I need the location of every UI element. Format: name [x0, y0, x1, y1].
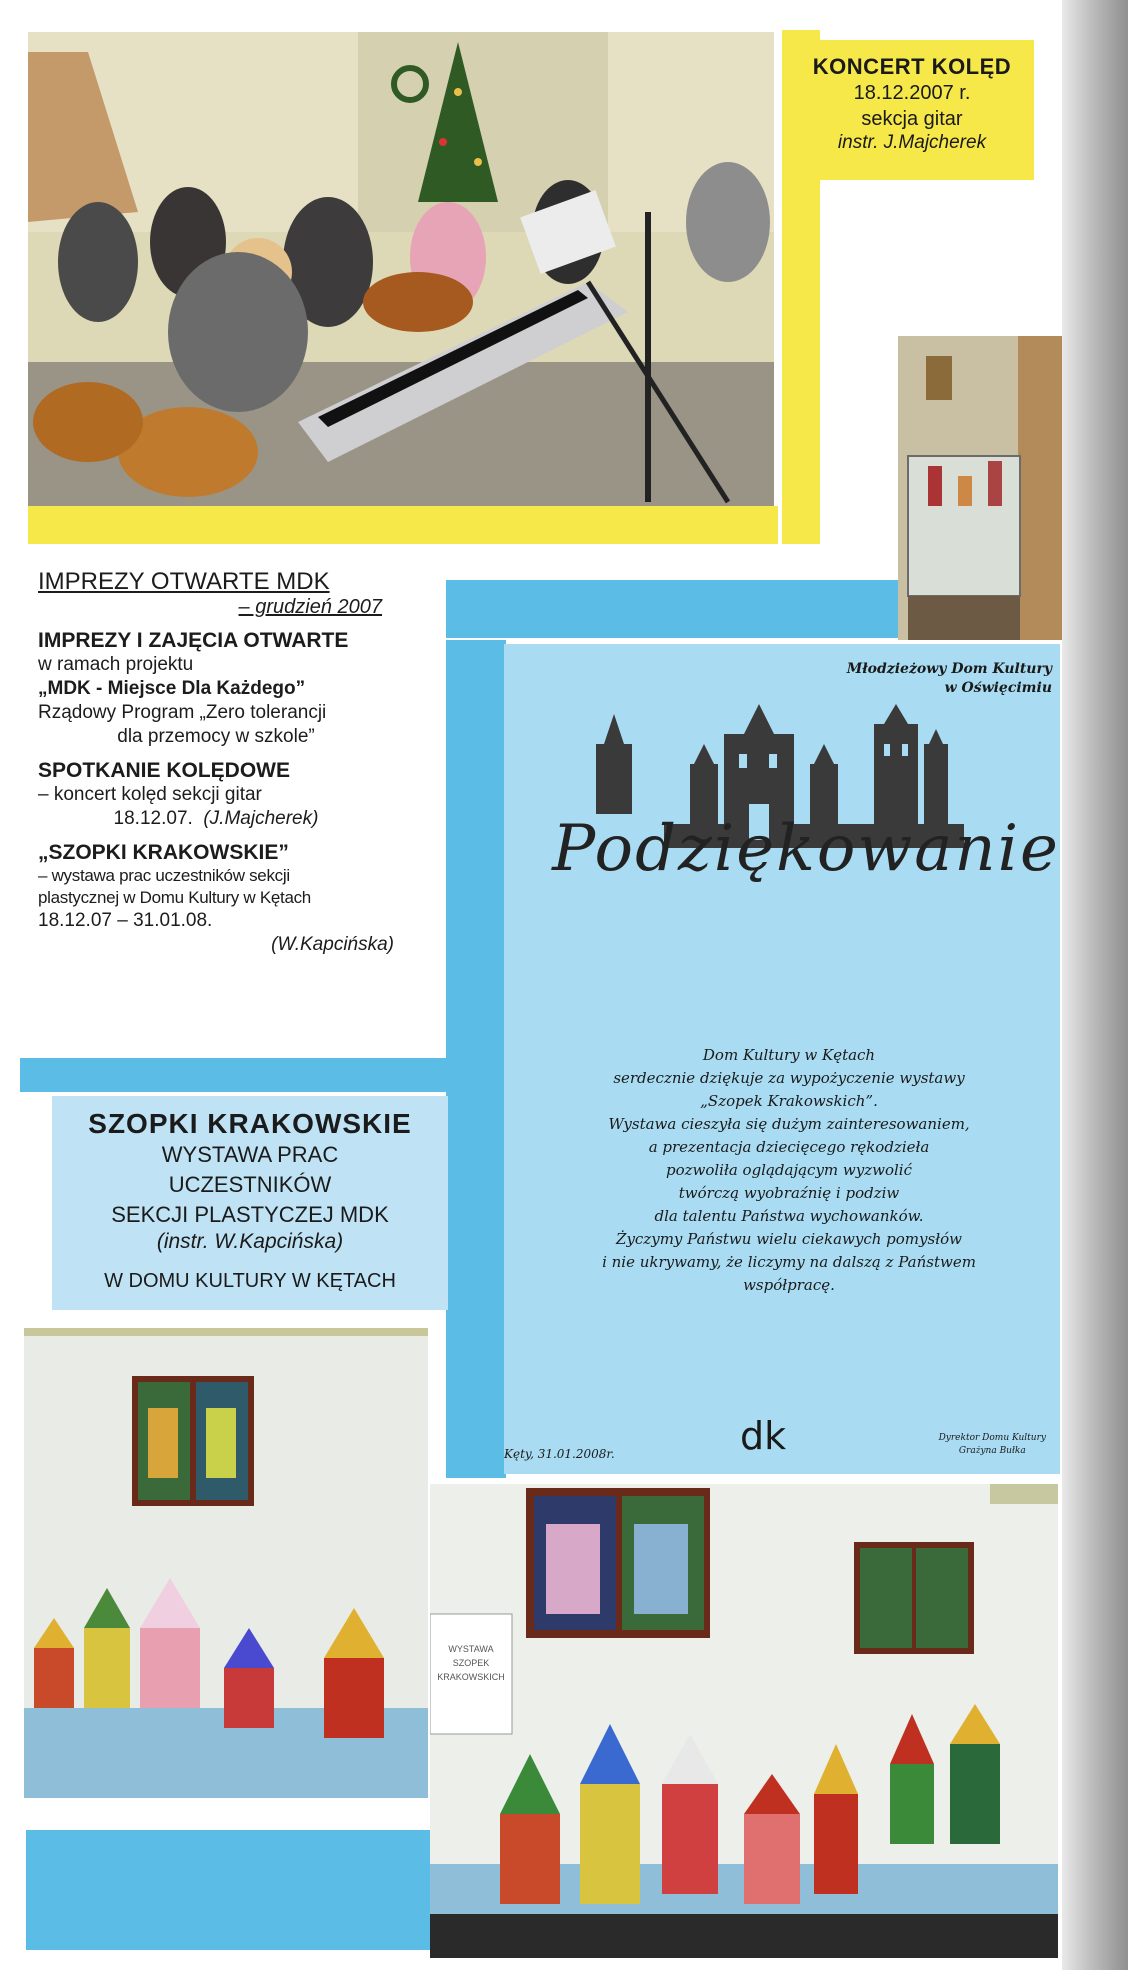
block1-line3: Rządowy Program „Zero tolerancji [38, 702, 327, 723]
signature-line1: Dyrektor Domu Kultury [938, 1433, 1046, 1443]
blue-strip-top [446, 580, 910, 638]
concert-title: KONCERT KOLĘD [812, 54, 1012, 79]
thank-you-letter [504, 644, 1060, 1474]
letter-body-line: a prezentacja dziecięcego rękodzieła [648, 1138, 930, 1156]
yellow-strip-bottom [28, 506, 778, 544]
letter-body-line: serdecznie dziękuje za wypożyczenie wystawy [613, 1069, 965, 1087]
letter-body-line: Dom Kultury w Kętach [702, 1046, 876, 1064]
poster-line2: SZOPEK [452, 1658, 490, 1668]
letter-date: Kęty, 31.01.2008r. [504, 1447, 615, 1461]
letter-title: Podziękowanie [552, 812, 1060, 886]
letter-body-line: twórczą wyobraźnię i podziw [678, 1184, 900, 1202]
block2-date: 18.12.07. [113, 808, 193, 829]
poster-line1: WYSTAWA [448, 1644, 494, 1654]
block1-title: IMPREZY I ZAJĘCIA OTWARTE [38, 629, 349, 652]
block3-line2: plastycznej w Domu Kultury w Kętach [38, 888, 311, 907]
letter-header-line1: Młodzieżowy Dom Kultury [846, 661, 1052, 677]
block2-title: SPOTKANIE KOLĘDOWE [38, 759, 291, 782]
block3-line4: (W.Kapcińska) [271, 934, 394, 955]
szopki-title: SZOPKI KRAKOWSKIE [88, 1108, 412, 1139]
block1-line2: „MDK - Miejsce Dla Każdego” [38, 678, 306, 699]
concert-date: 18.12.2007 r. [853, 82, 971, 104]
events-info-panel [24, 556, 408, 1040]
szopki-line4: (instr. W.Kapcińska) [156, 1230, 344, 1253]
concert-instructor: instr. J.Majcherek [837, 132, 987, 153]
szopki-line1: WYSTAWA PRAC [161, 1142, 339, 1167]
letter-header-line2: w Oświęcimiu [944, 680, 1052, 696]
concert-label [790, 40, 1034, 180]
block3-title: „SZOPKI KRAKOWSKIE” [38, 841, 289, 864]
info-subheading: – grudzień 2007 [238, 596, 382, 618]
info-heading: IMPREZY OTWARTE MDK [38, 568, 330, 595]
page-binding-edge [1062, 0, 1128, 1970]
signature-line2: Grażyna Bułka [958, 1446, 1026, 1456]
letter-body-line: współpracę. [743, 1276, 835, 1294]
exhibition-photo-left [24, 1328, 428, 1798]
letter-body-line: Wystawa cieszyła się dużym zainteresowaniem, [608, 1115, 970, 1133]
szopki-exhibition-box [52, 1096, 448, 1310]
letter-body-line: „Szopek Krakowskich”. [700, 1092, 878, 1110]
letter-body-line: pozwoliła oglądającym wyzwolić [665, 1161, 913, 1179]
letter-body-line: Życzymy Państwu wielu ciekawych pomysłów [616, 1230, 962, 1248]
letter-body [574, 1044, 1004, 1297]
szopki-line5: W DOMU KULTURY W KĘTACH [104, 1270, 396, 1292]
letter-signature [939, 1432, 1046, 1458]
block2-instructor: (J.Majcherek) [203, 808, 319, 829]
blue-strip-bottom [26, 1830, 430, 1950]
block1-line1: w ramach projektu [38, 654, 194, 675]
blue-strip-middle [20, 1058, 448, 1092]
szopki-line2: UCZESTNIKÓW [168, 1172, 332, 1197]
concert-photo [28, 32, 774, 506]
block2-line1: – koncert kolęd sekcji gitar [38, 784, 262, 805]
letter-header [847, 660, 1052, 698]
block3-line1: – wystawa prac uczestników sekcji [38, 866, 290, 885]
block3-line3: 18.12.07 – 31.01.08. [38, 910, 213, 931]
letter-body-line: i nie ukrywamy, że liczymy na dalszą z Państwem [602, 1253, 976, 1271]
szopki-line3: SEKCJI PLASTYCZEJ MDK [111, 1202, 389, 1227]
poster-line3: KRAKOWSKICH [437, 1672, 505, 1682]
letter-body-line: dla talentu Państwa wychowanków. [654, 1207, 924, 1225]
block1-line4: dla przemocy w szkole” [117, 726, 315, 747]
exhibition-photo-right [430, 1484, 1058, 1958]
dk-logo: dk [740, 1414, 787, 1458]
concert-section: sekcja gitar [861, 108, 963, 130]
blue-strip-left [446, 640, 506, 1478]
exhibit-case-photo [898, 336, 1062, 640]
